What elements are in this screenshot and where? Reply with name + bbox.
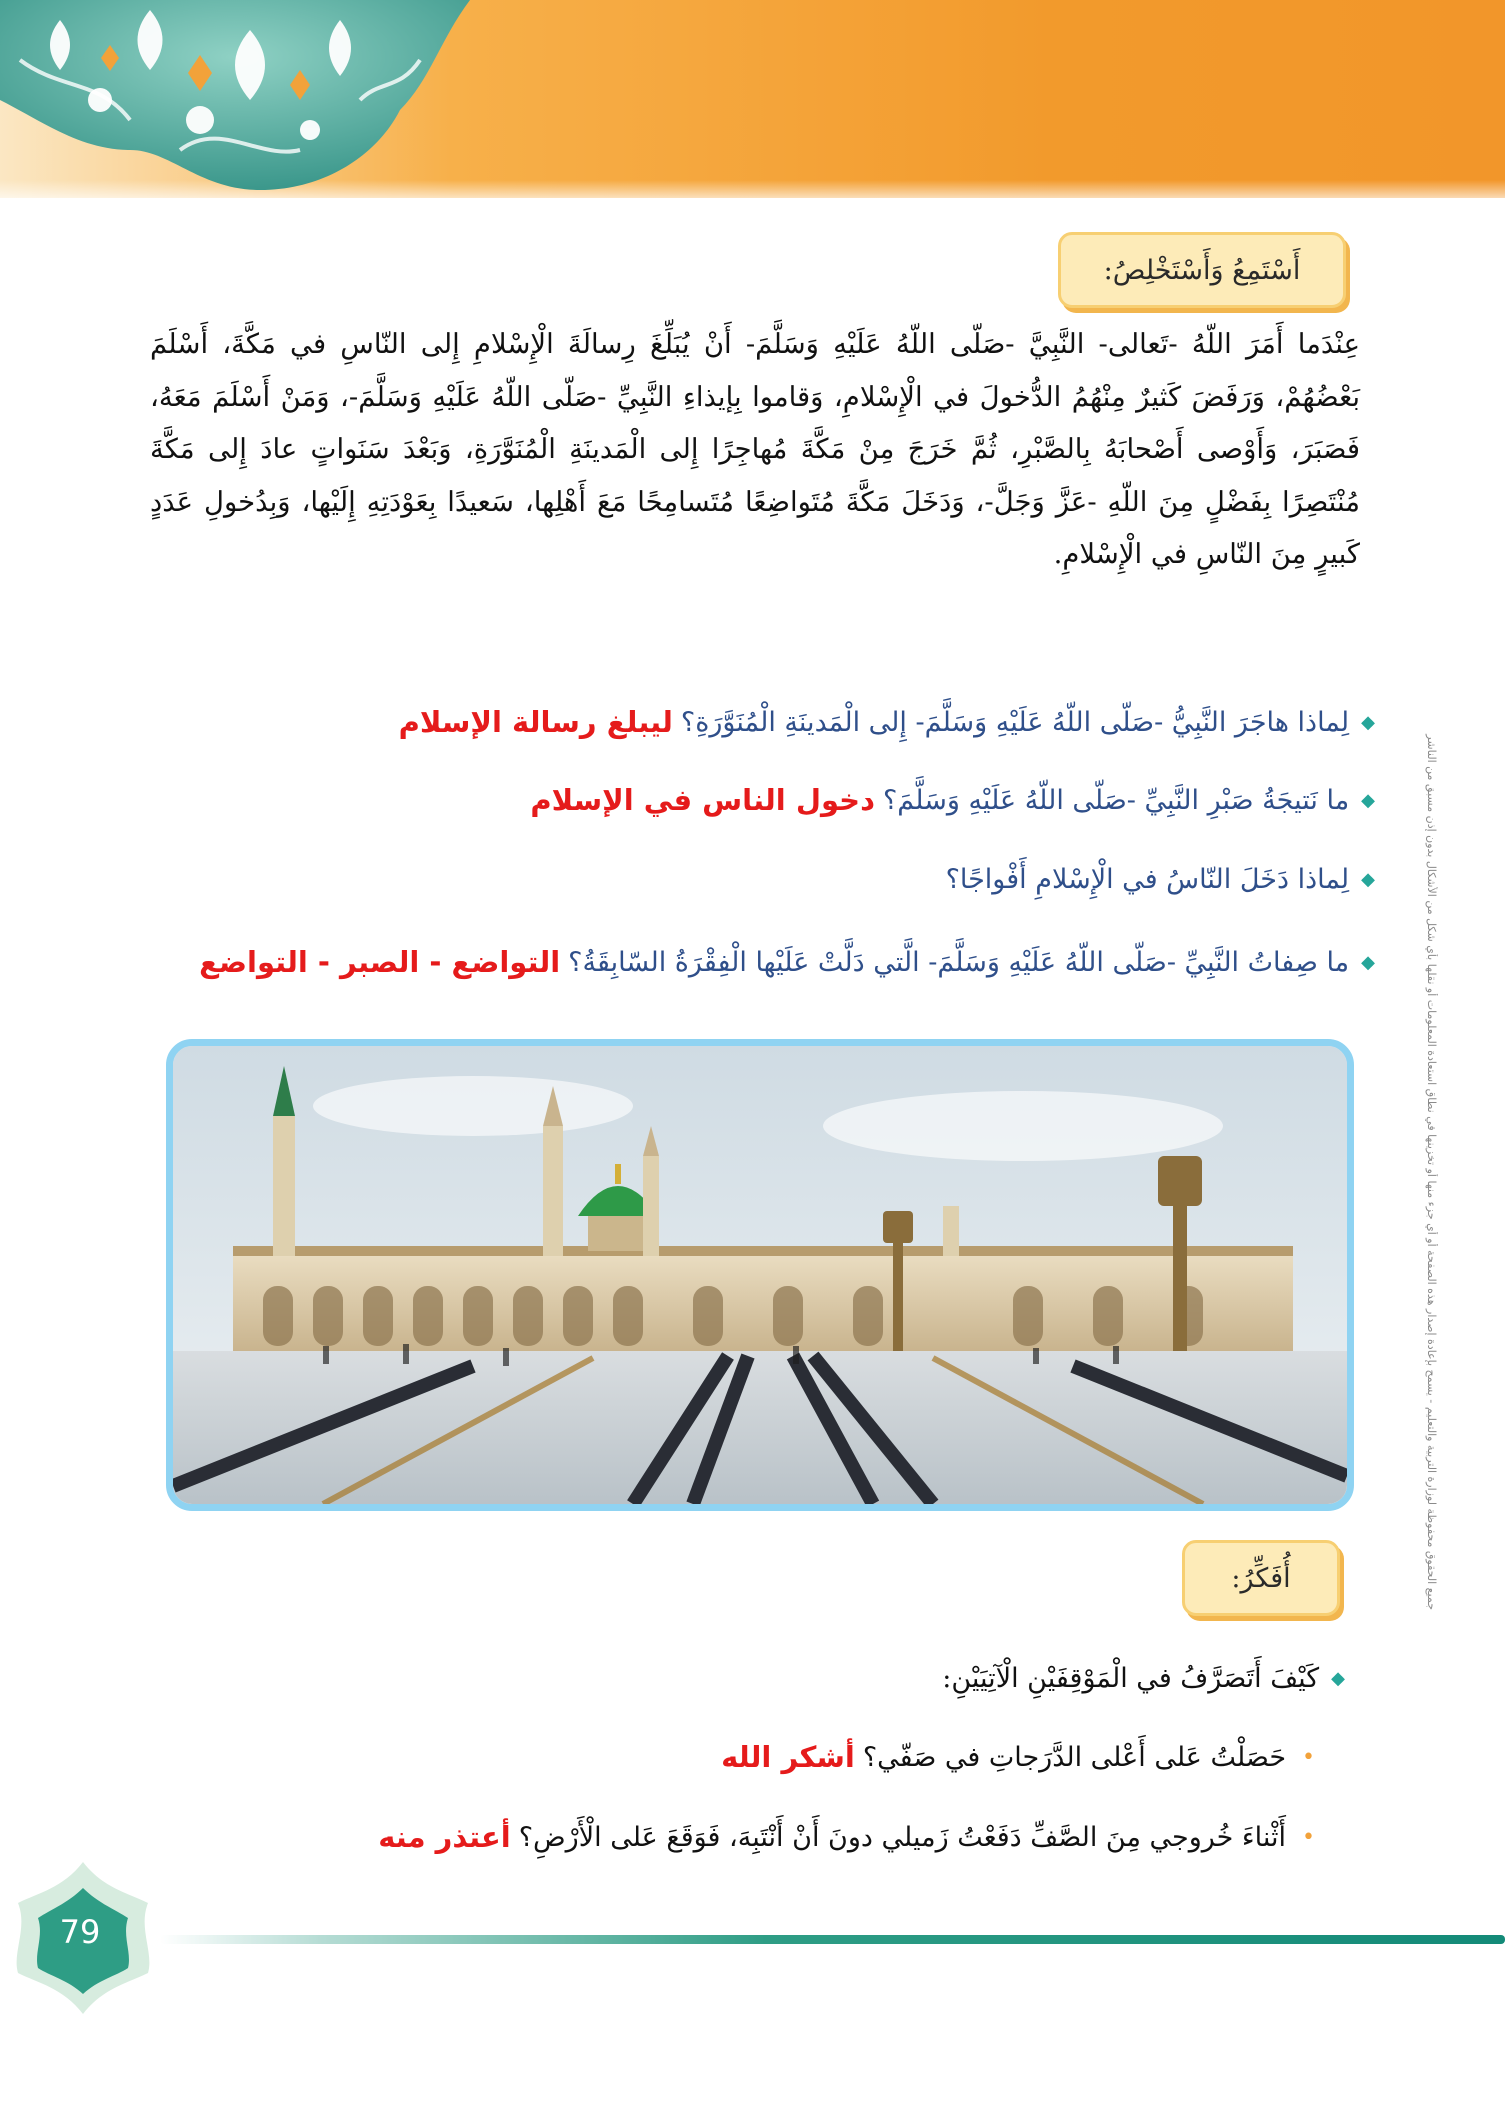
answer-text: أعتذر منه — [378, 1820, 511, 1854]
orange-dot-icon: • — [1302, 1824, 1315, 1850]
teal-diamond-icon: ◆ — [1361, 711, 1375, 733]
answer-text: ليبلغ رسالة الإسلام — [398, 705, 673, 739]
listen-section-tab — [1058, 232, 1346, 308]
question-text: لِماذا دَخَلَ النّاسُ في الْإِسْلامِ أَفْواجًا؟ — [945, 864, 1350, 895]
think-section-title: أُفَكِّرُ: — [1231, 1562, 1291, 1594]
think-question-text: كَيْفَ أَتَصَرَّفُ في الْمَوْقِفَيْنِ الْآتِيَيْنِ: — [942, 1663, 1320, 1694]
islamic-ornament-icon — [0, 0, 470, 200]
story-paragraph: عِنْدَما أَمَرَ اللّهُ -تَعالى- النَّبِيَّ -صَلّى اللّهُ عَلَيْهِ وَسَلَّمَ- أَنْ يُبَلِّغَ رِسالَةَ الْإِسْلامِ إِلى النّاسِ في مَكَّةَ، أَسْلَمَ بَعْضُهُمْ، وَرَفَضَ كَثيرٌ مِنْهُمُ الدُّخولَ في الْإِسْلامِ، وَقاموا بِإيذاءِ النَّبِيِّ -صَلّى اللّهُ عَلَيْهِ وَسَلَّمَ-، وَمَنْ أَسْلَمَ مَعَهُ، فَصَبَرَ، وَأَوْصى أَصْحابَهُ بِالصَّبْرِ، ثُمَّ خَرَجَ مِنْ مَكَّةَ مُهاجِرًا إِلى الْمَدينَةِ الْمُنَوَّرَةِ، وَبَعْدَ سَنَواتٍ عادَ إِلى مَكَّةَ مُنْتَصِرًا بِفَضْلٍ مِنَ اللّهِ -عَزَّ وَجَلَّ-، وَدَخَلَ مَكَّةَ مُتَواضِعًا مُتَسامِحًا مَعَ أَهْلِها، سَعيدًا بِعَوْدَتِهِ إِلَيْها، وَبِدُخولِ عَدَدٍ كَبيرٍ مِنَ النّاسِ في الْإِسْلامِ. — [150, 328, 1360, 570]
think-item-text: أَثْناءَ خُروجي مِنَ الصَّفِّ دَفَعْتُ زَميلي دونَ أَنْ أَنْتَبِهَ، فَوَقَعَ عَلى الْأَرْضِ؟ — [518, 1821, 1287, 1853]
teal-diamond-icon: ◆ — [1331, 1668, 1345, 1689]
question-row-3 — [938, 864, 1375, 895]
listen-section-title: أَسْتَمِعُ وَأَسْتَخْلِصُ: — [1103, 254, 1301, 286]
answer-text: التواضع - الصبر - التواضع — [199, 945, 561, 979]
question-text: لِماذا هاجَرَ النَّبِيُّ -صَلّى اللّهُ عَلَيْهِ وَسَلَّمَ- إِلى الْمَدينَةِ الْمُنَوَّرَةِ؟ — [680, 706, 1350, 738]
teal-diamond-icon: ◆ — [1361, 789, 1375, 811]
copyright-side-note: جميع الحقوق محفوظة لوزارة التربية والتعليم - يسمح بإعادة إصدار هذه الصفحة أو أي جزء منها أو تخزينها في نطاق استعادة المعلومات أو نقلها بأي شكل من الأشكال بدون إذن مسبق من الناشر — [1425, 734, 1438, 1610]
page-number: 79 — [59, 1913, 101, 1951]
think-section-tab — [1182, 1540, 1340, 1616]
teal-diamond-icon: ◆ — [1361, 869, 1375, 890]
think-item-2 — [378, 1820, 1315, 1854]
question-row-2 — [530, 783, 1375, 817]
teal-diamond-icon: ◆ — [1361, 951, 1375, 973]
mosque-photo — [166, 1039, 1354, 1511]
footer-divider — [160, 1935, 1505, 1944]
question-text: ما نَتيجَةُ صَبْرِ النَّبِيِّ -صَلّى اللّهُ عَلَيْهِ وَسَلَّمَ؟ — [882, 784, 1350, 816]
question-row-4 — [199, 945, 1375, 979]
question-text: ما صِفاتُ النَّبِيِّ -صَلّى اللّهُ عَلَيْهِ وَسَلَّمَ- الَّتي دَلَّتْ عَلَيْها الْفِقْرَةُ السّابِقَةُ؟ — [568, 946, 1350, 978]
question-row-1 — [399, 705, 1375, 739]
answer-text: أشكر الله — [721, 1740, 855, 1774]
answer-text: دخول الناس في الإسلام — [530, 783, 875, 817]
think-item-1 — [721, 1740, 1315, 1774]
think-item-text: حَصَلْتُ عَلى أَعْلى الدَّرَجاتِ في صَفّي؟ — [862, 1741, 1287, 1773]
think-question-row — [942, 1663, 1345, 1694]
mosque-illustration — [173, 1046, 1347, 1504]
orange-dot-icon: • — [1302, 1744, 1315, 1770]
